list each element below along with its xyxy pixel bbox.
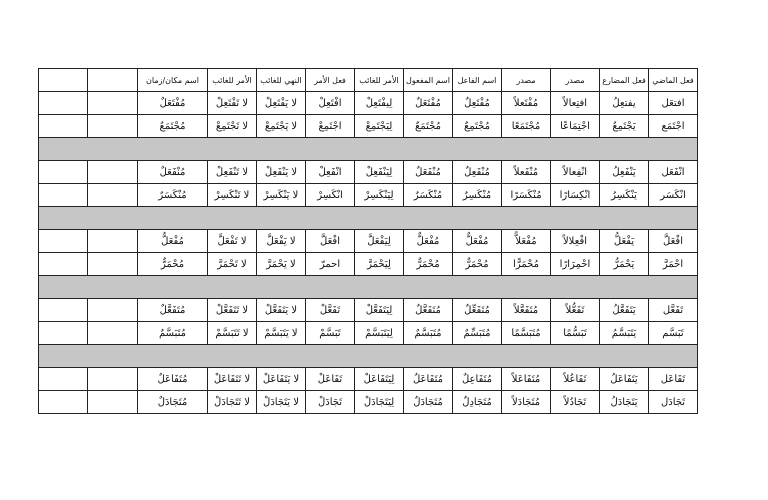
table-cell [355, 345, 404, 368]
table-cell: مُتَفَعِّلٌ [453, 299, 502, 322]
table-cell [502, 138, 551, 161]
table-cell: انْفِعالاً [551, 161, 600, 184]
table-cell [355, 276, 404, 299]
table-cell: لا تَنْفَعِلْ [208, 161, 257, 184]
table-cell: يَحْمَرُّ [600, 253, 649, 276]
table-cell [306, 345, 355, 368]
table-cell [208, 207, 257, 230]
table-cell [208, 138, 257, 161]
table-cell [88, 276, 138, 299]
table-cell: لا تَتَفَاعَلْ [208, 368, 257, 391]
table-cell: مُحْمَرًّا [502, 253, 551, 276]
table-cell [404, 345, 453, 368]
table-cell [88, 138, 138, 161]
column-header: اسم المفعول [404, 69, 453, 92]
table-cell: تَفَعَّل [649, 299, 698, 322]
table-cell: لا يَحْمَرَّ [257, 253, 306, 276]
table-cell: اجْتِمَاعًا [551, 115, 600, 138]
table-cell: لِيَفْعَلَّ [355, 230, 404, 253]
table-cell [39, 161, 88, 184]
table-row [39, 161, 698, 184]
table-cell: لا يَجْتَمِعْ [257, 115, 306, 138]
column-header: مصدر [502, 69, 551, 92]
table-cell: لا يَفْعَلَّ [257, 230, 306, 253]
column-header: اسم مكان/زمان [138, 69, 208, 92]
table-cell [649, 138, 698, 161]
table-cell: لا يَفْتَعِلْ [257, 92, 306, 115]
table-cell: لا تَتَفَعَّلْ [208, 299, 257, 322]
table-cell: يَنْفَعِلُ [600, 161, 649, 184]
table-cell: مُتَجَادَلٌ [138, 391, 208, 414]
table-cell: تَجَادَلْ [306, 391, 355, 414]
table-cell: انْفَعَل [649, 161, 698, 184]
table-cell [306, 207, 355, 230]
table-cell: مُنْفَعلاً [502, 161, 551, 184]
table-cell: تَبَسُّمًا [551, 322, 600, 345]
table-cell [404, 138, 453, 161]
table-cell: مُتَفَاعَلاً [502, 368, 551, 391]
table-cell [138, 138, 208, 161]
table-cell [39, 322, 88, 345]
table-row [39, 230, 698, 253]
table-cell [138, 207, 208, 230]
table-cell: افْعِلالاً [551, 230, 600, 253]
table-cell [453, 276, 502, 299]
table-cell: مُنْكَسَرًا [502, 184, 551, 207]
table-cell: افتِعالاً [551, 92, 600, 115]
table-cell [39, 92, 88, 115]
table-cell [88, 345, 138, 368]
table-cell [649, 207, 698, 230]
table-cell [39, 115, 88, 138]
table-cell: يَتَفَاعَلُ [600, 368, 649, 391]
table-cell: مُفْتَعِلٌ [453, 92, 502, 115]
column-header: الأمر للغائب [355, 69, 404, 92]
table-row [39, 115, 698, 138]
table-cell [502, 207, 551, 230]
table-cell: لا يَنْكَسِرْ [257, 184, 306, 207]
table-cell [88, 207, 138, 230]
table-cell: تَفَاعَلْ [306, 368, 355, 391]
table-cell: مُتَفَعَّلٌ [404, 299, 453, 322]
table-cell: لا تَتَجَادَلْ [208, 391, 257, 414]
table-cell [306, 276, 355, 299]
table-cell: افتعَل [649, 92, 698, 115]
table-cell: انْكَسِرْ [306, 184, 355, 207]
table-cell [138, 345, 208, 368]
table-cell [88, 184, 138, 207]
table-cell: احْمَرَّ [649, 253, 698, 276]
table-cell: مُحْمَرٌّ [138, 253, 208, 276]
table-cell [453, 138, 502, 161]
table-row [39, 253, 698, 276]
table-cell: لا يَنْفَعِلْ [257, 161, 306, 184]
table-cell [39, 207, 88, 230]
table-cell: مُنْكَسَرٌ [404, 184, 453, 207]
table-cell [502, 276, 551, 299]
table-cell: مُتَبَسِّمٌ [453, 322, 502, 345]
table-cell [453, 207, 502, 230]
table-cell [306, 138, 355, 161]
table-cell: يفتعِلُ [600, 92, 649, 115]
table-cell [208, 345, 257, 368]
table-cell: مُتَجَادَلٌ [404, 391, 453, 414]
table-row [39, 299, 698, 322]
table-cell: تَفَاعَل [649, 368, 698, 391]
table-cell: لِيَتَجَادَلْ [355, 391, 404, 414]
table-row [39, 322, 698, 345]
table-cell: مُتَجَادَلاً [502, 391, 551, 414]
table-cell: اجْتَمِعْ [306, 115, 355, 138]
table-cell: مُتَبَسَّمٌ [138, 322, 208, 345]
table-cell: انْفَعِلْ [306, 161, 355, 184]
table-cell: افْعَلَّ [649, 230, 698, 253]
column-header: فعل الماضي [649, 69, 698, 92]
table-cell [88, 391, 138, 414]
table-row [39, 92, 698, 115]
table-cell: يَفْعَلُّ [600, 230, 649, 253]
table-cell [88, 115, 138, 138]
column-header: فعل المضارع [600, 69, 649, 92]
table-cell [502, 345, 551, 368]
table-cell [39, 299, 88, 322]
table-cell [257, 345, 306, 368]
table-cell [39, 138, 88, 161]
table-cell: يَنْكَسِرُ [600, 184, 649, 207]
table-cell: لا تَتَبَسَّمْ [208, 322, 257, 345]
table-cell [257, 138, 306, 161]
table-cell: لا يَتَفَاعَلْ [257, 368, 306, 391]
table-cell [39, 391, 88, 414]
table-cell: لا تَفْعَلَّ [208, 230, 257, 253]
table-cell: مُنْفَعَلٌ [404, 161, 453, 184]
column-header: فعل الأمر [306, 69, 355, 92]
table-cell [404, 276, 453, 299]
table-cell: تَفَعَّلْ [306, 299, 355, 322]
table-cell: مُجْتَمَعٌ [404, 115, 453, 138]
table-cell: افْعَلَّ [306, 230, 355, 253]
column-header [39, 69, 88, 92]
table-cell: لا يَتَبَسَّمْ [257, 322, 306, 345]
table-cell: لا تَحْمَرَّ [208, 253, 257, 276]
table-cell: مُفْتَعَلٌ [404, 92, 453, 115]
table-cell [208, 276, 257, 299]
table-cell [649, 276, 698, 299]
table-cell [600, 276, 649, 299]
group-separator [39, 345, 698, 368]
table-cell: مُفْتَعلاً [502, 92, 551, 115]
table-cell: مُجْتَمَعًا [502, 115, 551, 138]
table-cell: يَجْتَمِعُ [600, 115, 649, 138]
table-cell: مُتَفَعَّلٌ [138, 299, 208, 322]
table-cell: احْمِرَارًا [551, 253, 600, 276]
column-header: النهي للغائب [257, 69, 306, 92]
table-cell: مُجْتَمِعٌ [453, 115, 502, 138]
column-header: الأمر للغائب [208, 69, 257, 92]
table-cell: لِيَحْمَرَّ [355, 253, 404, 276]
table-cell [88, 253, 138, 276]
table-row [39, 368, 698, 391]
table-cell [551, 276, 600, 299]
table-cell [600, 138, 649, 161]
table-cell [355, 207, 404, 230]
table-cell: انْكَسَر [649, 184, 698, 207]
table-cell: مُتَبَسَّمٌ [404, 322, 453, 345]
table-cell [551, 138, 600, 161]
table-cell: لِيَنْفَعِلْ [355, 161, 404, 184]
table-cell [138, 276, 208, 299]
table-cell: تَبَسَّمْ [306, 322, 355, 345]
table-cell: مُحْمَرٌّ [453, 253, 502, 276]
table-cell: لِيَنْكَسِرْ [355, 184, 404, 207]
table-cell: تَفَعُّلاً [551, 299, 600, 322]
table-cell: مُفْتَعَلٌ [138, 92, 208, 115]
table-cell [257, 276, 306, 299]
table-cell: لِيفْتَعِلْ [355, 92, 404, 115]
table-cell: لا يَتَجَادَلْ [257, 391, 306, 414]
table-cell: اجْتَمَع [649, 115, 698, 138]
table-cell: احمرّ [306, 253, 355, 276]
table-cell [39, 184, 88, 207]
table-cell: لا يَتَفَعَّلْ [257, 299, 306, 322]
table-cell: تَجَادُلاً [551, 391, 600, 414]
group-separator [39, 276, 698, 299]
header-row [39, 69, 698, 92]
table-cell [404, 207, 453, 230]
table-cell: مُتَفَاعَلٌ [404, 368, 453, 391]
table-cell: لا تَنْكَسِرْ [208, 184, 257, 207]
table-cell: يَتَجَادَلُ [600, 391, 649, 414]
table-cell: تَجَادَل [649, 391, 698, 414]
table-cell: لِيَتَفَعَّلْ [355, 299, 404, 322]
table-cell: مُتَجَادِلٌ [453, 391, 502, 414]
table-cell [88, 230, 138, 253]
verb-forms-grid [38, 68, 698, 414]
table-cell [600, 345, 649, 368]
table-cell [88, 322, 138, 345]
table-cell: مُنْكَسَرٌ [138, 184, 208, 207]
table-row [39, 184, 698, 207]
table-cell [88, 92, 138, 115]
table-cell: مُتَفَاعَلٌ [138, 368, 208, 391]
table-cell [88, 299, 138, 322]
table-cell [453, 345, 502, 368]
table-cell: مُجْتَمَعٌ [138, 115, 208, 138]
group-separator [39, 138, 698, 161]
table-cell: لِيَتَبَسَّمْ [355, 322, 404, 345]
table-cell [39, 345, 88, 368]
table-cell: لِيَجْتَمِعْ [355, 115, 404, 138]
table-cell: مُنْفَعَلٌ [138, 161, 208, 184]
table-cell [649, 345, 698, 368]
table-cell: مُفْعَلٌّ [404, 230, 453, 253]
table-cell: انْكِسَارًا [551, 184, 600, 207]
table-cell [39, 230, 88, 253]
table-cell [600, 207, 649, 230]
table-body [39, 69, 698, 414]
table-cell [88, 161, 138, 184]
table-row [39, 391, 698, 414]
table-cell [551, 345, 600, 368]
table-cell: يَتَبَسَّمُ [600, 322, 649, 345]
table-cell [355, 138, 404, 161]
column-header: مصدر [551, 69, 600, 92]
table-cell [39, 253, 88, 276]
table-cell [88, 368, 138, 391]
table-cell: افْتَعِلْ [306, 92, 355, 115]
table-cell: مُفْعَلٌّ [138, 230, 208, 253]
conjugation-table [38, 68, 697, 414]
table-cell: مُفْعَلٌّ [453, 230, 502, 253]
table-cell: مُتَفَعَّلاً [502, 299, 551, 322]
column-header: اسم الفاعل [453, 69, 502, 92]
table-cell [39, 368, 88, 391]
table-cell [257, 207, 306, 230]
table-cell: تَفَاعُلاً [551, 368, 600, 391]
table-cell: لا تَجْتَمِعْ [208, 115, 257, 138]
table-cell: مُتَفَاعِلٌ [453, 368, 502, 391]
table-cell: مُفْعَلاًّ [502, 230, 551, 253]
column-header [88, 69, 138, 92]
table-cell: مُنْفَعِلٌ [453, 161, 502, 184]
table-cell: يَتَفَعَّلُ [600, 299, 649, 322]
table-cell: مُنْكَسِرٌ [453, 184, 502, 207]
table-cell: لِيَتَفَاعَلْ [355, 368, 404, 391]
table-cell: لا تَفْتَعِلْ [208, 92, 257, 115]
table-cell [551, 207, 600, 230]
table-cell [39, 276, 88, 299]
table-cell: مُتَبَسَّمًا [502, 322, 551, 345]
table-cell: مُحْمَرٌّ [404, 253, 453, 276]
table-cell: تَبَسَّم [649, 322, 698, 345]
group-separator [39, 207, 698, 230]
